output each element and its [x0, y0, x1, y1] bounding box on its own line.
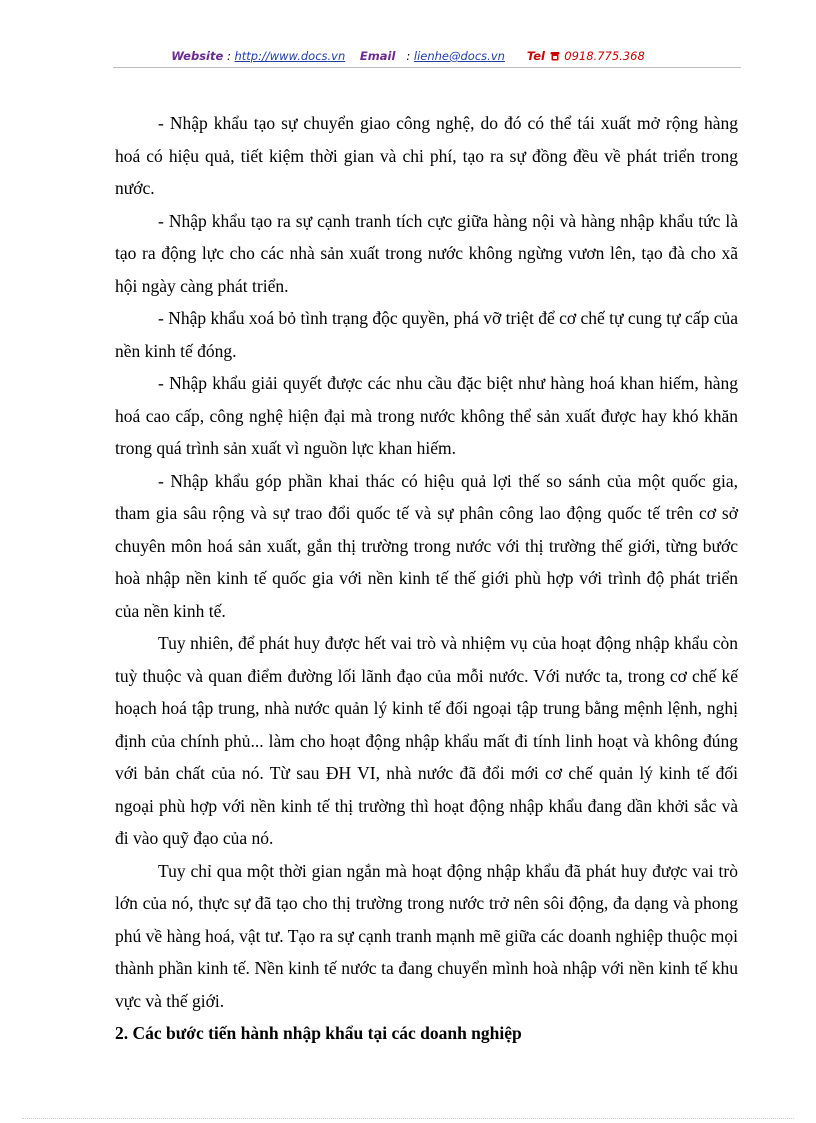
- paragraph-monopoly: - Nhập khẩu xoá bỏ tình trạng độc quyền, phá vỡ triệt để cơ chế tự cung tự cấp của nền kinh tế đóng.: [115, 308, 738, 361]
- document-body: [115, 107, 738, 1050]
- footer-divider: [22, 1118, 794, 1119]
- header-divider: [113, 67, 741, 68]
- header-spacer: [349, 49, 356, 63]
- section-heading: 2. Các bước tiến hành nhập khẩu tại các doanh nghiệp: [115, 1023, 522, 1043]
- paragraph-special-needs: - Nhập khẩu giải quyết được các nhu cầu đặc biệt như hàng hoá khan hiếm, hàng hoá cao cấp, công nghệ hiện đại mà trong nước không thể sản xuất được hay khó khăn trong quá trình sản xuất vì nguồn lực khan hiếm.: [115, 373, 738, 458]
- email-separator: :: [399, 49, 414, 63]
- paragraph-short-time: Tuy chỉ qua một thời gian ngắn mà hoạt động nhập khẩu đã phát huy được vai trò lớn của nó, thực sự đã tạo cho thị trường trong nước trở nên sôi động, đa dạng và phong phú về hàng hoá, vật tư. Tạo ra sự cạnh tranh mạnh mẽ giữa các doanh nghiệp thuộc mọi thành phần kinh tế. Nền kinh tế nước ta đang chuyển mình hoà nhập với nền kinh tế khu vực và thế giới.: [115, 860, 738, 1011]
- paragraph-however: Tuy nhiên, để phát huy được hết vai trò và nhiệm vụ của hoạt động nhập khẩu còn tuỳ thuộc và quan điểm đường lối lãnh đạo của mỗi nước. Với nước ta, trong cơ chế kế hoạch hoá tập trung, nhà nước quản lý kinh tế đối ngoại tập trung bằng mệnh lệnh, nghị định của chính phủ... làm cho hoạt động nhập khẩu mất đi tính linh hoạt và không đúng với bản chất của nó. Từ sau ĐH VI, nhà nước đã đổi mới cơ chế quản lý kinh tế đối ngoại phù hợp với nền kinh tế thị trường thì hoạt động nhập khẩu đang dần khởi sắc và đi vào quỹ đạo của nó.: [115, 633, 738, 848]
- website-label: Website: [171, 49, 224, 63]
- website-separator: :: [226, 49, 235, 63]
- tel-value: 0918.775.368: [564, 49, 645, 63]
- email-link[interactable]: lienhe@docs.vn: [413, 49, 505, 63]
- tel-label: Tel: [526, 49, 545, 63]
- email-label: Email: [359, 49, 396, 63]
- page-header: [0, 47, 816, 65]
- header-spacer-2: [509, 49, 524, 63]
- paragraph-comparative-advantage: - Nhập khẩu góp phần khai thác có hiệu quả lợi thế so sánh của một quốc gia, tham gia sâu rộng và sự trao đổi quốc tế và sự phân công lao động quốc tế trên cơ sở chuyên môn hoá sản xuất, gắn thị trường trong nước với thị trường thế giới, từng bước hoà nhập nền kinh tế quốc gia với nền kinh tế thế giới phù hợp với trình độ phát triển của nền kinh tế.: [115, 470, 738, 621]
- website-link[interactable]: http://www.docs.vn: [234, 49, 346, 63]
- telephone-icon: [550, 48, 560, 58]
- paragraph-technology-transfer: - Nhập khẩu tạo sự chuyển giao công nghệ, do đó có thể tái xuất mở rộng hàng hoá có hiệu quả, tiết kiệm thời gian và chi phí, tạo ra sự đồng đều về phát triển trong nước.: [115, 113, 738, 198]
- paragraph-competition: - Nhập khẩu tạo ra sự cạnh tranh tích cực giữa hàng nội và hàng nhập khẩu tức là tạo ra động lực cho các nhà sản xuất trong nước không ngừng vươn lên, tạo đà cho xã hội ngày càng phát triển.: [115, 210, 738, 296]
